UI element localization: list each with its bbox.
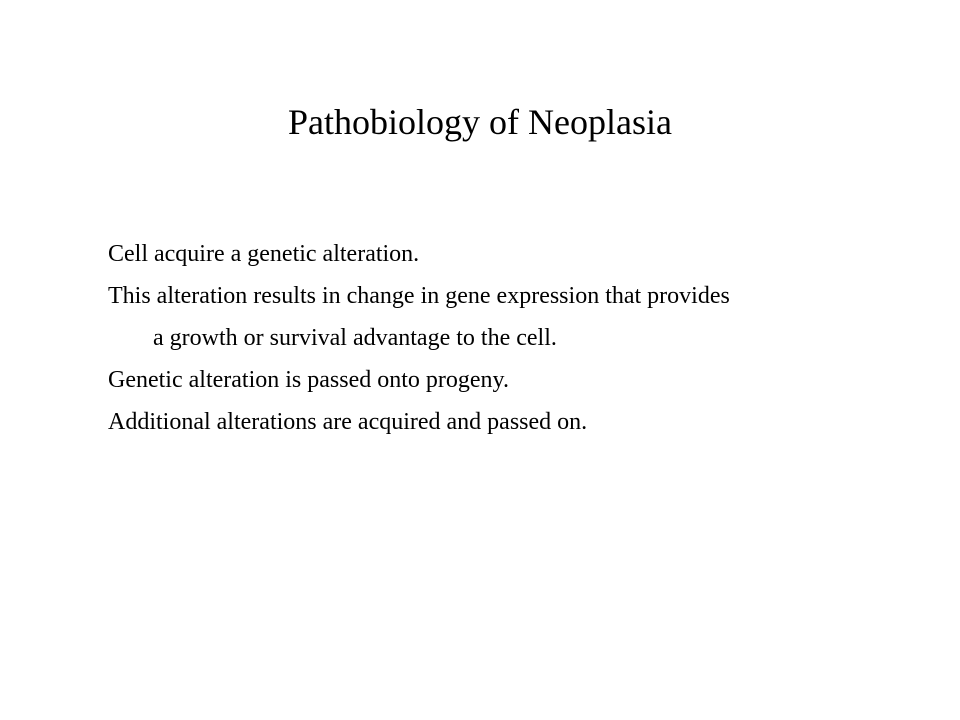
body-line-1: Cell acquire a genetic alteration. [108,241,420,267]
slide-title: Pathobiology of Neoplasia [288,102,672,142]
slide-body [108,240,848,450]
body-line-2: This alteration results in change in gene expression that provides [108,283,730,309]
body-line-3: a growth or survival advantage to the cell. [153,325,557,351]
body-line-4: Genetic alteration is passed onto progeny. [108,367,509,393]
body-line-5: Additional alterations are acquired and passed on. [108,409,588,435]
